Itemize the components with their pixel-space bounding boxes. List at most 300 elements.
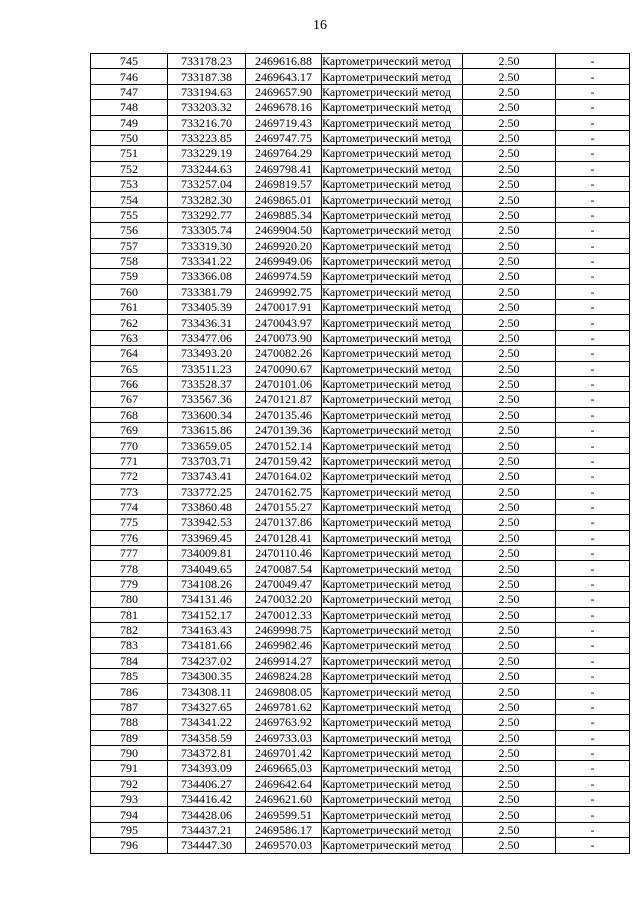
y-coordinate-cell: 2470043.97 bbox=[246, 315, 322, 330]
description-cell: - bbox=[556, 745, 630, 760]
accuracy-cell: 2.50 bbox=[463, 453, 556, 468]
x-coordinate-cell: 734108.26 bbox=[168, 576, 246, 591]
description-cell: - bbox=[556, 300, 630, 315]
method-cell: Картометрический метод bbox=[322, 622, 463, 637]
x-coordinate-cell: 734131.46 bbox=[168, 592, 246, 607]
y-coordinate-cell: 2469819.57 bbox=[246, 177, 322, 192]
x-coordinate-cell: 733528.37 bbox=[168, 376, 246, 391]
x-coordinate-cell: 733436.31 bbox=[168, 315, 246, 330]
point-number-cell: 784 bbox=[91, 653, 168, 668]
point-number-cell: 780 bbox=[91, 592, 168, 607]
accuracy-cell: 2.50 bbox=[463, 223, 556, 238]
accuracy-cell: 2.50 bbox=[463, 484, 556, 499]
point-number-cell: 745 bbox=[91, 54, 168, 69]
accuracy-cell: 2.50 bbox=[463, 423, 556, 438]
y-coordinate-cell: 2470121.87 bbox=[246, 392, 322, 407]
method-cell: Картометрический метод bbox=[322, 269, 463, 284]
method-cell: Картометрический метод bbox=[322, 561, 463, 576]
description-cell: - bbox=[556, 100, 630, 115]
point-number-cell: 781 bbox=[91, 607, 168, 622]
method-cell: Картометрический метод bbox=[322, 838, 463, 853]
method-cell: Картометрический метод bbox=[322, 130, 463, 145]
point-number-cell: 785 bbox=[91, 669, 168, 684]
method-cell: Картометрический метод bbox=[322, 607, 463, 622]
table-row bbox=[91, 684, 630, 699]
description-cell: - bbox=[556, 238, 630, 253]
description-cell: - bbox=[556, 392, 630, 407]
description-cell: - bbox=[556, 269, 630, 284]
x-coordinate-cell: 733341.22 bbox=[168, 253, 246, 268]
x-coordinate-cell: 734049.65 bbox=[168, 561, 246, 576]
accuracy-cell: 2.50 bbox=[463, 115, 556, 130]
method-cell: Картометрический метод bbox=[322, 284, 463, 299]
description-cell: - bbox=[556, 438, 630, 453]
y-coordinate-cell: 2470152.14 bbox=[246, 438, 322, 453]
table-row bbox=[91, 54, 630, 69]
method-cell: Картометрический метод bbox=[322, 177, 463, 192]
table-row bbox=[91, 438, 630, 453]
accuracy-cell: 2.50 bbox=[463, 699, 556, 714]
method-cell: Картометрический метод bbox=[322, 807, 463, 822]
point-number-cell: 791 bbox=[91, 761, 168, 776]
accuracy-cell: 2.50 bbox=[463, 745, 556, 760]
table-row bbox=[91, 284, 630, 299]
y-coordinate-cell: 2469949.06 bbox=[246, 253, 322, 268]
description-cell: - bbox=[556, 315, 630, 330]
description-cell: - bbox=[556, 807, 630, 822]
table-row bbox=[91, 269, 630, 284]
description-cell: - bbox=[556, 284, 630, 299]
method-cell: Картометрический метод bbox=[322, 207, 463, 222]
table-row bbox=[91, 161, 630, 176]
method-cell: Картометрический метод bbox=[322, 192, 463, 207]
table-row bbox=[91, 607, 630, 622]
method-cell: Картометрический метод bbox=[322, 484, 463, 499]
x-coordinate-cell: 734300.35 bbox=[168, 669, 246, 684]
x-coordinate-cell: 733244.63 bbox=[168, 161, 246, 176]
x-coordinate-cell: 734447.30 bbox=[168, 838, 246, 853]
point-number-cell: 754 bbox=[91, 192, 168, 207]
method-cell: Картометрический метод bbox=[322, 776, 463, 791]
point-number-cell: 775 bbox=[91, 515, 168, 530]
y-coordinate-cell: 2470082.26 bbox=[246, 346, 322, 361]
table-row bbox=[91, 100, 630, 115]
point-number-cell: 746 bbox=[91, 69, 168, 84]
accuracy-cell: 2.50 bbox=[463, 300, 556, 315]
point-number-cell: 757 bbox=[91, 238, 168, 253]
y-coordinate-cell: 2469642.64 bbox=[246, 776, 322, 791]
point-number-cell: 771 bbox=[91, 453, 168, 468]
accuracy-cell: 2.50 bbox=[463, 592, 556, 607]
accuracy-cell: 2.50 bbox=[463, 838, 556, 853]
point-number-cell: 777 bbox=[91, 546, 168, 561]
y-coordinate-cell: 2470012.33 bbox=[246, 607, 322, 622]
point-number-cell: 778 bbox=[91, 561, 168, 576]
y-coordinate-cell: 2469920.20 bbox=[246, 238, 322, 253]
y-coordinate-cell: 2469763.92 bbox=[246, 715, 322, 730]
point-number-cell: 792 bbox=[91, 776, 168, 791]
table-row bbox=[91, 822, 630, 837]
method-cell: Картометрический метод bbox=[322, 423, 463, 438]
accuracy-cell: 2.50 bbox=[463, 392, 556, 407]
description-cell: - bbox=[556, 84, 630, 99]
accuracy-cell: 2.50 bbox=[463, 715, 556, 730]
description-cell: - bbox=[556, 607, 630, 622]
method-cell: Картометрический метод bbox=[322, 315, 463, 330]
point-number-cell: 748 bbox=[91, 100, 168, 115]
table-row bbox=[91, 546, 630, 561]
accuracy-cell: 2.50 bbox=[463, 100, 556, 115]
table-row bbox=[91, 699, 630, 714]
point-number-cell: 773 bbox=[91, 484, 168, 499]
table-row bbox=[91, 745, 630, 760]
table-row bbox=[91, 423, 630, 438]
accuracy-cell: 2.50 bbox=[463, 638, 556, 653]
accuracy-cell: 2.50 bbox=[463, 315, 556, 330]
y-coordinate-cell: 2469998.75 bbox=[246, 622, 322, 637]
y-coordinate-cell: 2469904.50 bbox=[246, 223, 322, 238]
method-cell: Картометрический метод bbox=[322, 546, 463, 561]
x-coordinate-cell: 733305.74 bbox=[168, 223, 246, 238]
x-coordinate-cell: 734181.66 bbox=[168, 638, 246, 653]
accuracy-cell: 2.50 bbox=[463, 776, 556, 791]
method-cell: Картометрический метод bbox=[322, 84, 463, 99]
description-cell: - bbox=[556, 499, 630, 514]
table-row bbox=[91, 115, 630, 130]
table-row bbox=[91, 761, 630, 776]
method-cell: Картометрический метод bbox=[322, 238, 463, 253]
point-number-cell: 767 bbox=[91, 392, 168, 407]
y-coordinate-cell: 2469824.28 bbox=[246, 669, 322, 684]
accuracy-cell: 2.50 bbox=[463, 269, 556, 284]
y-coordinate-cell: 2469665.03 bbox=[246, 761, 322, 776]
table-row bbox=[91, 499, 630, 514]
description-cell: - bbox=[556, 54, 630, 69]
accuracy-cell: 2.50 bbox=[463, 361, 556, 376]
method-cell: Картометрический метод bbox=[322, 669, 463, 684]
table-row bbox=[91, 238, 630, 253]
description-cell: - bbox=[556, 207, 630, 222]
y-coordinate-cell: 2469678.16 bbox=[246, 100, 322, 115]
point-number-cell: 774 bbox=[91, 499, 168, 514]
method-cell: Картометрический метод bbox=[322, 69, 463, 84]
x-coordinate-cell: 734406.27 bbox=[168, 776, 246, 791]
table-row bbox=[91, 392, 630, 407]
point-number-cell: 788 bbox=[91, 715, 168, 730]
table-row bbox=[91, 223, 630, 238]
point-number-cell: 762 bbox=[91, 315, 168, 330]
table-row bbox=[91, 69, 630, 84]
accuracy-cell: 2.50 bbox=[463, 69, 556, 84]
y-coordinate-cell: 2470164.02 bbox=[246, 469, 322, 484]
y-coordinate-cell: 2470159.42 bbox=[246, 453, 322, 468]
accuracy-cell: 2.50 bbox=[463, 238, 556, 253]
table-row bbox=[91, 407, 630, 422]
method-cell: Картометрический метод bbox=[322, 530, 463, 545]
method-cell: Картометрический метод bbox=[322, 300, 463, 315]
x-coordinate-cell: 733292.77 bbox=[168, 207, 246, 222]
x-coordinate-cell: 733229.19 bbox=[168, 146, 246, 161]
description-cell: - bbox=[556, 622, 630, 637]
x-coordinate-cell: 733282.30 bbox=[168, 192, 246, 207]
table-row bbox=[91, 453, 630, 468]
point-number-cell: 755 bbox=[91, 207, 168, 222]
accuracy-cell: 2.50 bbox=[463, 407, 556, 422]
method-cell: Картометрический метод bbox=[322, 330, 463, 345]
accuracy-cell: 2.50 bbox=[463, 530, 556, 545]
method-cell: Картометрический метод bbox=[322, 453, 463, 468]
y-coordinate-cell: 2469808.05 bbox=[246, 684, 322, 699]
y-coordinate-cell: 2470155.27 bbox=[246, 499, 322, 514]
y-coordinate-cell: 2469701.42 bbox=[246, 745, 322, 760]
x-coordinate-cell: 733203.32 bbox=[168, 100, 246, 115]
method-cell: Картометрический метод bbox=[322, 715, 463, 730]
table-row bbox=[91, 177, 630, 192]
method-cell: Картометрический метод bbox=[322, 392, 463, 407]
point-number-cell: 761 bbox=[91, 300, 168, 315]
table-row bbox=[91, 469, 630, 484]
x-coordinate-cell: 733257.04 bbox=[168, 177, 246, 192]
accuracy-cell: 2.50 bbox=[463, 253, 556, 268]
method-cell: Картометрический метод bbox=[322, 592, 463, 607]
description-cell: - bbox=[556, 592, 630, 607]
accuracy-cell: 2.50 bbox=[463, 515, 556, 530]
accuracy-cell: 2.50 bbox=[463, 161, 556, 176]
method-cell: Картометрический метод bbox=[322, 115, 463, 130]
description-cell: - bbox=[556, 407, 630, 422]
x-coordinate-cell: 734327.65 bbox=[168, 699, 246, 714]
y-coordinate-cell: 2469764.29 bbox=[246, 146, 322, 161]
method-cell: Картометрический метод bbox=[322, 792, 463, 807]
point-number-cell: 750 bbox=[91, 130, 168, 145]
accuracy-cell: 2.50 bbox=[463, 84, 556, 99]
y-coordinate-cell: 2469747.75 bbox=[246, 130, 322, 145]
description-cell: - bbox=[556, 330, 630, 345]
accuracy-cell: 2.50 bbox=[463, 792, 556, 807]
table-row bbox=[91, 192, 630, 207]
table-row bbox=[91, 253, 630, 268]
accuracy-cell: 2.50 bbox=[463, 807, 556, 822]
description-cell: - bbox=[556, 146, 630, 161]
x-coordinate-cell: 733319.30 bbox=[168, 238, 246, 253]
point-number-cell: 789 bbox=[91, 730, 168, 745]
point-number-cell: 795 bbox=[91, 822, 168, 837]
y-coordinate-cell: 2470128.41 bbox=[246, 530, 322, 545]
x-coordinate-cell: 734416.42 bbox=[168, 792, 246, 807]
table-row bbox=[91, 361, 630, 376]
accuracy-cell: 2.50 bbox=[463, 207, 556, 222]
description-cell: - bbox=[556, 653, 630, 668]
description-cell: - bbox=[556, 361, 630, 376]
x-coordinate-cell: 733743.41 bbox=[168, 469, 246, 484]
accuracy-cell: 2.50 bbox=[463, 499, 556, 514]
x-coordinate-cell: 734308.11 bbox=[168, 684, 246, 699]
accuracy-cell: 2.50 bbox=[463, 607, 556, 622]
method-cell: Картометрический метод bbox=[322, 146, 463, 161]
x-coordinate-cell: 733703.71 bbox=[168, 453, 246, 468]
y-coordinate-cell: 2469621.60 bbox=[246, 792, 322, 807]
y-coordinate-cell: 2470073.90 bbox=[246, 330, 322, 345]
y-coordinate-cell: 2470090.67 bbox=[246, 361, 322, 376]
x-coordinate-cell: 734358.59 bbox=[168, 730, 246, 745]
table-row bbox=[91, 130, 630, 145]
table-row bbox=[91, 776, 630, 791]
accuracy-cell: 2.50 bbox=[463, 438, 556, 453]
x-coordinate-cell: 733511.23 bbox=[168, 361, 246, 376]
point-number-cell: 772 bbox=[91, 469, 168, 484]
x-coordinate-cell: 734152.17 bbox=[168, 607, 246, 622]
y-coordinate-cell: 2470032.20 bbox=[246, 592, 322, 607]
description-cell: - bbox=[556, 792, 630, 807]
point-number-cell: 786 bbox=[91, 684, 168, 699]
x-coordinate-cell: 734393.09 bbox=[168, 761, 246, 776]
point-number-cell: 752 bbox=[91, 161, 168, 176]
x-coordinate-cell: 733772.25 bbox=[168, 484, 246, 499]
x-coordinate-cell: 733405.39 bbox=[168, 300, 246, 315]
point-number-cell: 790 bbox=[91, 745, 168, 760]
accuracy-cell: 2.50 bbox=[463, 653, 556, 668]
point-number-cell: 779 bbox=[91, 576, 168, 591]
table-row bbox=[91, 653, 630, 668]
y-coordinate-cell: 2470049.47 bbox=[246, 576, 322, 591]
accuracy-cell: 2.50 bbox=[463, 576, 556, 591]
table-row bbox=[91, 207, 630, 222]
method-cell: Картометрический метод bbox=[322, 376, 463, 391]
point-number-cell: 759 bbox=[91, 269, 168, 284]
description-cell: - bbox=[556, 730, 630, 745]
table-row bbox=[91, 330, 630, 345]
accuracy-cell: 2.50 bbox=[463, 192, 556, 207]
y-coordinate-cell: 2469643.17 bbox=[246, 69, 322, 84]
description-cell: - bbox=[556, 469, 630, 484]
table-row bbox=[91, 622, 630, 637]
x-coordinate-cell: 734428.06 bbox=[168, 807, 246, 822]
description-cell: - bbox=[556, 376, 630, 391]
point-number-cell: 764 bbox=[91, 346, 168, 361]
table-row bbox=[91, 515, 630, 530]
y-coordinate-cell: 2469974.59 bbox=[246, 269, 322, 284]
description-cell: - bbox=[556, 638, 630, 653]
table-row bbox=[91, 576, 630, 591]
accuracy-cell: 2.50 bbox=[463, 669, 556, 684]
point-number-cell: 770 bbox=[91, 438, 168, 453]
y-coordinate-cell: 2469914.27 bbox=[246, 653, 322, 668]
point-number-cell: 776 bbox=[91, 530, 168, 545]
y-coordinate-cell: 2469781.62 bbox=[246, 699, 322, 714]
method-cell: Картометрический метод bbox=[322, 361, 463, 376]
accuracy-cell: 2.50 bbox=[463, 330, 556, 345]
accuracy-cell: 2.50 bbox=[463, 469, 556, 484]
point-number-cell: 768 bbox=[91, 407, 168, 422]
table-row bbox=[91, 715, 630, 730]
x-coordinate-cell: 733860.48 bbox=[168, 499, 246, 514]
table-row bbox=[91, 346, 630, 361]
point-number-cell: 751 bbox=[91, 146, 168, 161]
point-number-cell: 758 bbox=[91, 253, 168, 268]
accuracy-cell: 2.50 bbox=[463, 561, 556, 576]
accuracy-cell: 2.50 bbox=[463, 622, 556, 637]
y-coordinate-cell: 2469616.88 bbox=[246, 54, 322, 69]
method-cell: Картометрический метод bbox=[322, 638, 463, 653]
description-cell: - bbox=[556, 669, 630, 684]
y-coordinate-cell: 2469885.34 bbox=[246, 207, 322, 222]
accuracy-cell: 2.50 bbox=[463, 822, 556, 837]
description-cell: - bbox=[556, 192, 630, 207]
description-cell: - bbox=[556, 822, 630, 837]
description-cell: - bbox=[556, 715, 630, 730]
x-coordinate-cell: 733942.53 bbox=[168, 515, 246, 530]
table-row bbox=[91, 669, 630, 684]
point-number-cell: 753 bbox=[91, 177, 168, 192]
accuracy-cell: 2.50 bbox=[463, 730, 556, 745]
x-coordinate-cell: 733223.85 bbox=[168, 130, 246, 145]
point-number-cell: 765 bbox=[91, 361, 168, 376]
method-cell: Картометрический метод bbox=[322, 515, 463, 530]
table-row bbox=[91, 315, 630, 330]
method-cell: Картометрический метод bbox=[322, 223, 463, 238]
point-number-cell: 766 bbox=[91, 376, 168, 391]
coordinates-table bbox=[90, 53, 630, 854]
y-coordinate-cell: 2470110.46 bbox=[246, 546, 322, 561]
y-coordinate-cell: 2469733.03 bbox=[246, 730, 322, 745]
x-coordinate-cell: 733567.36 bbox=[168, 392, 246, 407]
point-number-cell: 756 bbox=[91, 223, 168, 238]
x-coordinate-cell: 733216.70 bbox=[168, 115, 246, 130]
x-coordinate-cell: 733615.86 bbox=[168, 423, 246, 438]
y-coordinate-cell: 2469657.90 bbox=[246, 84, 322, 99]
x-coordinate-cell: 733659.05 bbox=[168, 438, 246, 453]
x-coordinate-cell: 734009.81 bbox=[168, 546, 246, 561]
accuracy-cell: 2.50 bbox=[463, 376, 556, 391]
y-coordinate-cell: 2469570.03 bbox=[246, 838, 322, 853]
accuracy-cell: 2.50 bbox=[463, 146, 556, 161]
description-cell: - bbox=[556, 838, 630, 853]
table-row bbox=[91, 530, 630, 545]
table-row bbox=[91, 792, 630, 807]
y-coordinate-cell: 2470017.91 bbox=[246, 300, 322, 315]
accuracy-cell: 2.50 bbox=[463, 177, 556, 192]
method-cell: Картометрический метод bbox=[322, 407, 463, 422]
y-coordinate-cell: 2470135.46 bbox=[246, 407, 322, 422]
page-number: 16 bbox=[313, 18, 327, 33]
point-number-cell: 787 bbox=[91, 699, 168, 714]
description-cell: - bbox=[556, 130, 630, 145]
description-cell: - bbox=[556, 576, 630, 591]
point-number-cell: 793 bbox=[91, 792, 168, 807]
y-coordinate-cell: 2470162.75 bbox=[246, 484, 322, 499]
point-number-cell: 782 bbox=[91, 622, 168, 637]
method-cell: Картометрический метод bbox=[322, 653, 463, 668]
table-row bbox=[91, 561, 630, 576]
y-coordinate-cell: 2469599.51 bbox=[246, 807, 322, 822]
description-cell: - bbox=[556, 253, 630, 268]
point-number-cell: 749 bbox=[91, 115, 168, 130]
point-number-cell: 760 bbox=[91, 284, 168, 299]
point-number-cell: 769 bbox=[91, 423, 168, 438]
x-coordinate-cell: 733381.79 bbox=[168, 284, 246, 299]
accuracy-cell: 2.50 bbox=[463, 346, 556, 361]
y-coordinate-cell: 2469586.17 bbox=[246, 822, 322, 837]
description-cell: - bbox=[556, 69, 630, 84]
accuracy-cell: 2.50 bbox=[463, 54, 556, 69]
method-cell: Картометрический метод bbox=[322, 576, 463, 591]
method-cell: Картометрический метод bbox=[322, 684, 463, 699]
description-cell: - bbox=[556, 546, 630, 561]
x-coordinate-cell: 734437.21 bbox=[168, 822, 246, 837]
table-row bbox=[91, 84, 630, 99]
x-coordinate-cell: 733194.63 bbox=[168, 84, 246, 99]
method-cell: Картометрический метод bbox=[322, 745, 463, 760]
